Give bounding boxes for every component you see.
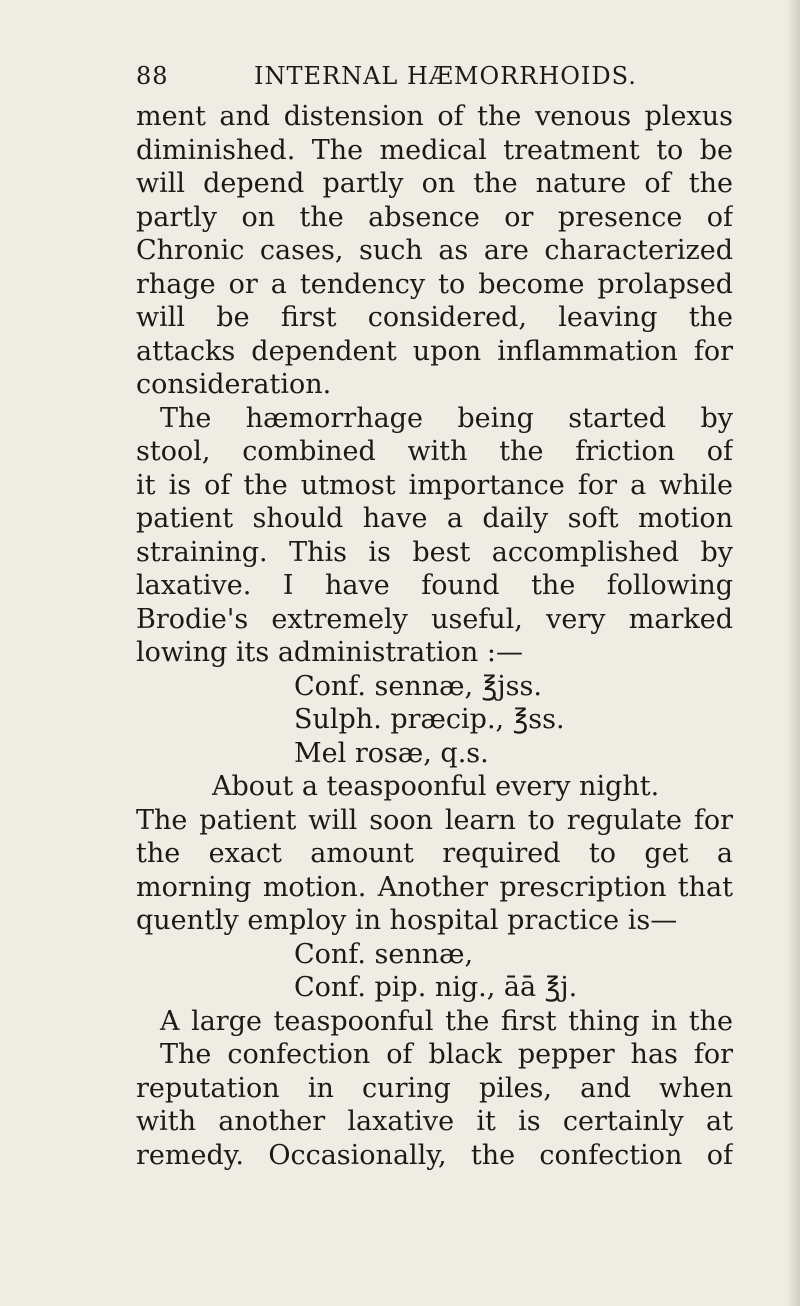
text-line: the exact amount required to get a xyxy=(136,838,733,869)
text-line: rhage or a tendency to become prolapsed xyxy=(136,268,733,300)
text-line: quently employ in hospital practice is— xyxy=(136,905,678,936)
text-line: morning motion. Another prescription that xyxy=(136,871,733,903)
text-line: diminished. The medical treatment to be xyxy=(136,134,733,166)
text-line: The hæmorrhage being started by xyxy=(160,402,733,434)
text-line: The confection of black pepper has for xyxy=(160,1039,733,1070)
text-line: reputation in curing piles, and when xyxy=(136,1072,733,1104)
text-line: Sulph. præcip., ℥ss. xyxy=(294,704,565,735)
page-number: 88 xyxy=(136,62,169,90)
text-line: About a teaspoonful every night. xyxy=(212,771,660,802)
text-line: laxative. I have found the following xyxy=(136,570,733,601)
text-line: patient should have a daily soft motion xyxy=(136,503,733,534)
text-line: stool, combined with the friction of xyxy=(136,436,733,467)
text-line: remedy. Occasionally, the confection of xyxy=(136,1139,733,1171)
text-line: it is of the utmost importance for a while xyxy=(136,469,733,501)
text-line: lowing its administration :— xyxy=(136,637,523,668)
text-line: Brodie's extremely useful, very marked xyxy=(136,603,733,635)
text-line: Conf. pip. nig., āā ℥j. xyxy=(294,972,578,1003)
text-line: A large teaspoonful the first thing in the xyxy=(160,1005,733,1037)
text-line: Mel rosæ, q.s. xyxy=(294,737,489,769)
page-edge-shadow xyxy=(786,0,800,1306)
text-line: partly on the absence or presence of xyxy=(136,201,733,233)
text-line: The patient will soon learn to regulate for xyxy=(136,804,733,836)
text-line: will be first considered, leaving the xyxy=(136,302,733,333)
running-title: INTERNAL HÆMORRHOIDS. xyxy=(254,62,637,90)
text-line: straining. This is best accomplished by xyxy=(136,536,733,568)
text-line: with another laxative it is certainly at xyxy=(136,1106,733,1137)
body-text xyxy=(136,100,733,1172)
text-line: Conf. sennæ, ℥jss. xyxy=(294,670,542,702)
text-line: consideration. xyxy=(136,369,332,400)
page-header xyxy=(136,62,736,96)
text-line: Conf. sennæ, xyxy=(294,938,474,970)
text-line: Chronic cases, such as are characterized xyxy=(136,235,733,266)
text-line: attacks dependent upon inflammation for xyxy=(136,335,733,367)
text-line: ment and distension of the venous plexus xyxy=(136,101,733,132)
text-line: will depend partly on the nature of the xyxy=(136,168,733,199)
